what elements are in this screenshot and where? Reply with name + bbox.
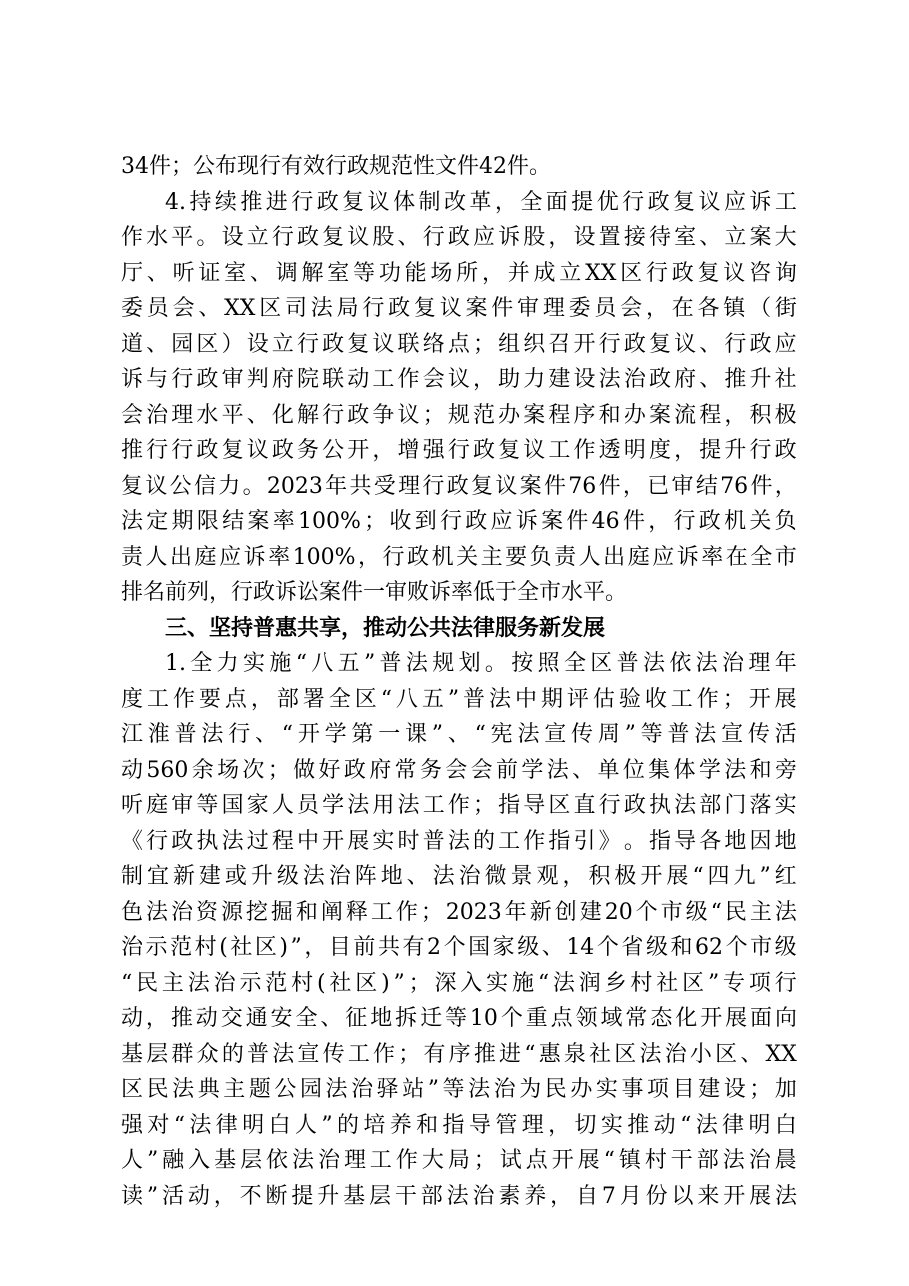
text-line: 动 560 余 场 次 ； 做 好 政 府 常 务 会 会 前 学 法 、 单 位 集 体 学 法 和 旁 — [121, 757, 797, 783]
text-line: 1. 全 力 实 施 “ 八 五 ” 普 法 规 划 。 按 照 全 区 普 法 依 法 治 理 年 — [165, 651, 797, 676]
text-line: 度 工 作 要 点 ， 部 署 全 区 “ 八 五 ” 普 法 中 期 评 估 验 收 工 作 ； 开 展 — [121, 686, 797, 712]
text-line: 《 行 政 执 法 过 程 中 开 展 实 时 普 法 的 工 作 指 引 》 。 指 导 各 地 因 地 — [121, 828, 797, 854]
text-line: 责 人 出 庭 应 诉 率 100% ， 行 政 机 关 主 要 负 责 人 出 庭 应 诉 率 在 全 市 — [121, 544, 797, 570]
text-line: 治 示 范 村 ( 社 区 ) ” ， 目 前 共 有 2 个 国 家 级 、 14 个 省 级 和 62 个 市 级 — [121, 935, 797, 960]
text-line: 厅 、 听 证 室 、 调 解 室 等 功 能 场 所 ， 并 成 立 XX 区 行 政 复 议 咨 询 — [121, 260, 797, 286]
text-line: 34件；公布现行有效行政规范性文件42件。 — [121, 154, 551, 179]
text-line: 道 、 园 区 ） 设 立 行 政 复 议 联 络 点 ； 组 织 召 开 行 政 复 议 、 行 政 应 — [121, 331, 797, 357]
text-line: 色 法 治 资 源 挖 掘 和 阐 释 工 作 ； 2023 年 新 创 建 20 个 市 级 “ 民 主 法 — [121, 899, 797, 925]
text-line: 作 水 平 。 设 立 行 政 复 议 股 、 行 政 应 诉 股 ， 设 置 接 待 室 、 立 案 大 — [121, 225, 797, 250]
text-line: 基 层 群 众 的 普 法 宣 传 工 作 ； 有 序 推 进 “ 惠 泉 社 区 法 治 小 区 、 XX — [121, 1041, 797, 1067]
text-line: 江 淮 普 法 行 、 “ 开 学 第 一 课 ” 、 “ 宪 法 宣 传 周 ” 等 普 法 宣 传 活 — [121, 722, 797, 747]
text-line: 动 ， 推 动 交 通 安 全 、 征 地 拆 迁 等 10 个 重 点 领 域 常 态 化 开 展 面 向 — [121, 1006, 797, 1031]
text-line: 推 行 行 政 复 议 政 务 公 开 ， 增 强 行 政 复 议 工 作 透 明 度 ， 提 升 行 政 — [121, 438, 797, 463]
text-line: 区 民 法 典 主 题 公 园 法 治 驿 站 ” 等 法 治 为 民 办 实 事 项 目 建 设 ； 加 — [121, 1077, 797, 1102]
document-page — [121, 149, 797, 1214]
text-line: 复 议 公 信 力 。 2023 年 共 受 理 行 政 复 议 案 件 76 件 ， 已 审 结 76 件 ， — [121, 473, 797, 499]
text-line: 听 庭 审 等 国 家 人 员 学 法 用 法 工 作 ； 指 导 区 直 行 政 执 法 部 门 落 实 — [121, 793, 797, 818]
text-line: “ 民 主 法 治 示 范 村 ( 社 区 ) ” ； 深 入 实 施 “ 法 润 乡 村 社 区 ” 专 项 行 — [121, 970, 797, 996]
section-heading: 三、坚持普惠共享，推动公共法律服务新发展 — [165, 614, 606, 641]
text-line: 读 ” 活 动 ， 不 断 提 升 基 层 干 部 法 治 素 养 ， 自 7 月 份 以 来 开 展 法 — [121, 1183, 797, 1209]
text-line: 制 宜 新 建 或 升 级 法 治 阵 地 、 法 治 微 景 观 ， 积 极 开 展 “ 四 九 ” 红 — [121, 864, 797, 889]
text-line: 会 治 理 水 平 、 化 解 行 政 争 议 ； 规 范 办 案 程 序 和 办 案 流 程 ， 积 极 — [121, 402, 797, 428]
text-line: 4. 持 续 推 进 行 政 复 议 体 制 改 革 ， 全 面 提 优 行 政 复 议 应 诉 工 — [165, 189, 797, 215]
text-line: 法 定 期 限 结 案 率 100% ； 收 到 行 政 应 诉 案 件 46 件 ， 行 政 机 关 负 — [121, 509, 797, 534]
text-line: 诉 与 行 政 审 判 府 院 联 动 工 作 会 议 ， 助 力 建 设 法 治 政 府 、 推 升 社 — [121, 367, 797, 392]
text-line: 排名前列，行政诉讼案件一审败诉率低于全市水平。 — [121, 580, 628, 605]
text-line: 委 员 会 、 XX 区 司 法 局 行 政 复 议 案 件 审 理 委 员 会 ， 在 各 镇 （ 街 — [121, 296, 797, 321]
text-line: 人 ” 融 入 基 层 依 法 治 理 工 作 大 局 ； 试 点 开 展 “ 镇 村 干 部 法 治 晨 — [121, 1148, 797, 1173]
text-line: 强 对 “ 法 律 明 白 人 ” 的 培 养 和 指 导 管 理 ， 切 实 推 动 “ 法 律 明 白 — [121, 1112, 797, 1138]
